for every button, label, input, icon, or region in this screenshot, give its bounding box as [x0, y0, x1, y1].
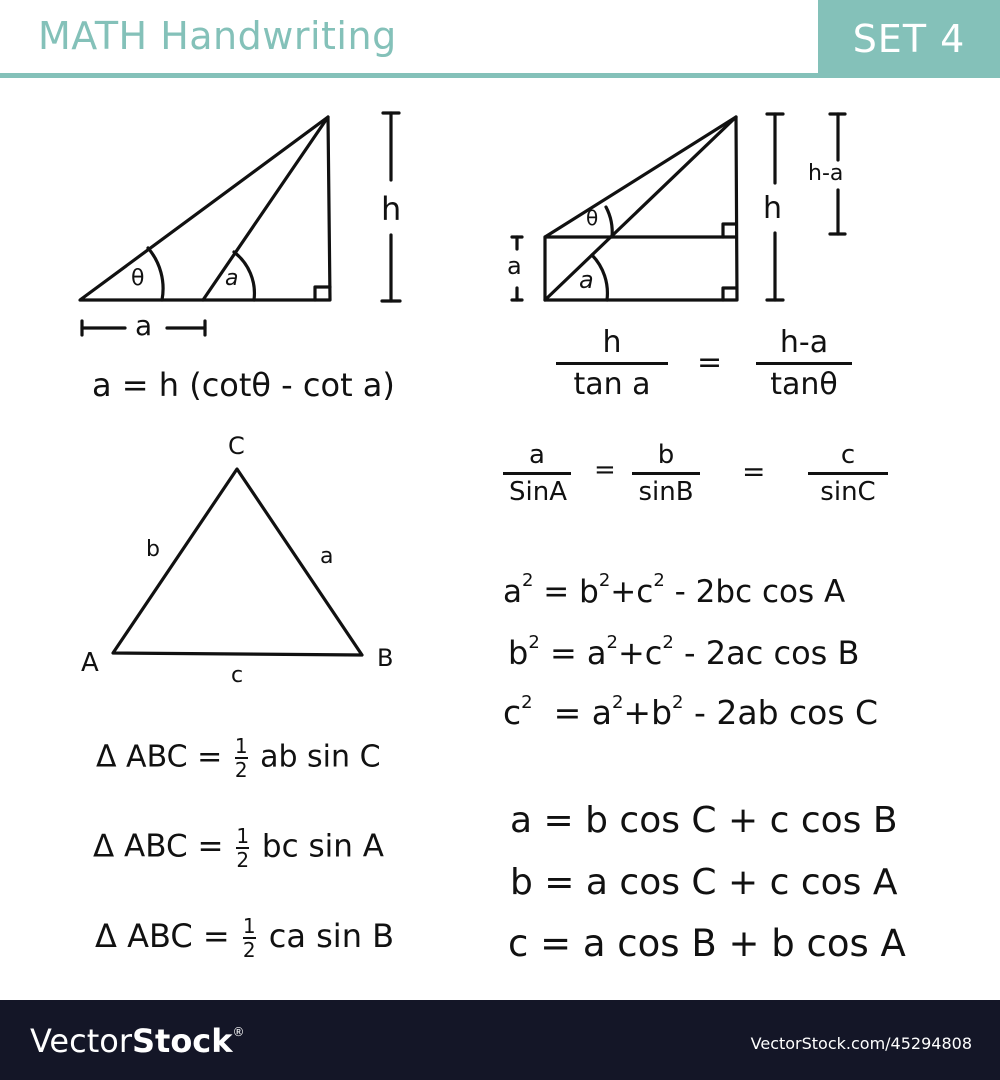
- term: a: [586, 634, 607, 672]
- lhs: Δ ABC =: [96, 739, 223, 775]
- sine-rule-equals-1: =: [594, 455, 616, 485]
- diagram2-alpha-label: a: [579, 266, 594, 294]
- term: b: [579, 574, 599, 610]
- logo-light: Vector: [30, 1022, 132, 1060]
- fraction-numerator: a: [529, 440, 545, 470]
- numerator: 1: [234, 734, 248, 758]
- area-formula-2: [93, 826, 384, 870]
- diagram2-h-minus-a-label: h-a: [808, 161, 844, 186]
- vertex-c-label: C: [228, 432, 245, 460]
- denominator: 2: [242, 938, 256, 962]
- cosine-rule-b: $b^2 = a^2+c^2 - 2ac$ cos B: [508, 632, 860, 672]
- denominator: 2: [234, 758, 248, 782]
- diagram1-h-label: h: [381, 190, 402, 228]
- denominator: 2: [236, 848, 250, 872]
- term: c: [636, 574, 654, 610]
- diagram2-fraction-right: [756, 325, 852, 402]
- fraction-numerator: c: [840, 440, 856, 470]
- term: b: [651, 693, 673, 732]
- fraction-numerator: h-a: [779, 325, 829, 360]
- fraction-denominator: tanθ: [756, 362, 852, 402]
- rest: - 2ac cos B: [684, 634, 860, 672]
- diagram1-a-label: a: [135, 309, 153, 342]
- diagram1-formula: a = h (cotθ - cot a): [92, 366, 395, 404]
- numerator: 1: [242, 914, 256, 938]
- fraction-denominator: sinB: [632, 472, 700, 507]
- diagram2-equals: =: [697, 345, 723, 380]
- area-formula-1: [96, 736, 381, 780]
- rhs: bc sin A: [261, 828, 384, 865]
- rhs: ca sin B: [268, 917, 395, 955]
- sine-rule-equals-2: =: [742, 455, 766, 488]
- diagram2-theta-label: θ: [586, 206, 599, 230]
- half-fraction: [243, 916, 256, 960]
- diagram1-triangle: [80, 117, 330, 300]
- projection-formula-b: b = a cos C + c cos A: [510, 862, 898, 903]
- numerator: 1: [236, 824, 250, 848]
- side-c-label: c: [231, 663, 244, 688]
- fraction-denominator: tan a: [556, 362, 668, 402]
- lhs: Δ ABC =: [93, 828, 224, 865]
- fraction-numerator: h: [602, 325, 622, 360]
- half-fraction: [236, 826, 249, 870]
- area-formula-3: [95, 916, 394, 960]
- footer-url: VectorStock.com/45294808: [750, 1034, 972, 1053]
- cosine-rule-a: $a^2 = b^2+c^2 - 2bc$ cos A: [503, 570, 846, 610]
- lhs: b: [508, 634, 529, 672]
- vertex-b-label: B: [377, 644, 394, 672]
- half-fraction: [235, 736, 248, 780]
- registered-mark: ®: [232, 1025, 245, 1039]
- page-title: MATH Handwriting: [38, 14, 397, 58]
- vertex-a-label: A: [81, 648, 99, 678]
- set-badge: SET 4: [818, 0, 1000, 78]
- sine-rule-fraction-c: [808, 440, 888, 507]
- sine-rule-fraction-a: [503, 440, 571, 507]
- rest: - 2ab cos C: [693, 693, 879, 732]
- fraction-numerator: b: [657, 440, 675, 470]
- diagram2-fraction-left: [556, 325, 668, 402]
- lhs: Δ ABC =: [95, 917, 230, 955]
- footer: [0, 1000, 1000, 1080]
- logo-bold: Stock: [131, 1022, 233, 1060]
- cosine-rule-c: $c^2 = a^2+b^2 - 2ab$ cos C: [503, 692, 879, 732]
- rest: - 2bc cos A: [674, 574, 846, 610]
- rhs: ab sin C: [260, 739, 381, 775]
- vectorstock-logo: [30, 1022, 245, 1060]
- side-b-label: b: [146, 537, 160, 562]
- sine-rule-fraction-b: [632, 440, 700, 507]
- fraction-denominator: SinA: [503, 472, 571, 507]
- diagram2-figure: [545, 117, 737, 300]
- fraction-denominator: sinC: [808, 472, 888, 507]
- diagram1-theta-label: θ: [131, 266, 145, 291]
- diagram1-alpha-label: a: [225, 266, 239, 291]
- projection-formula-a: a = b cos C + c cos B: [510, 800, 898, 841]
- lhs: c: [503, 693, 522, 732]
- side-a-label: a: [320, 544, 334, 569]
- term: c: [644, 634, 663, 672]
- lhs: a: [503, 574, 522, 610]
- diagram2-a-label: a: [507, 252, 522, 280]
- projection-formula-c: c = a cos B + b cos A: [508, 922, 906, 965]
- term: a: [591, 693, 612, 732]
- diagram2-h-label: h: [763, 191, 783, 226]
